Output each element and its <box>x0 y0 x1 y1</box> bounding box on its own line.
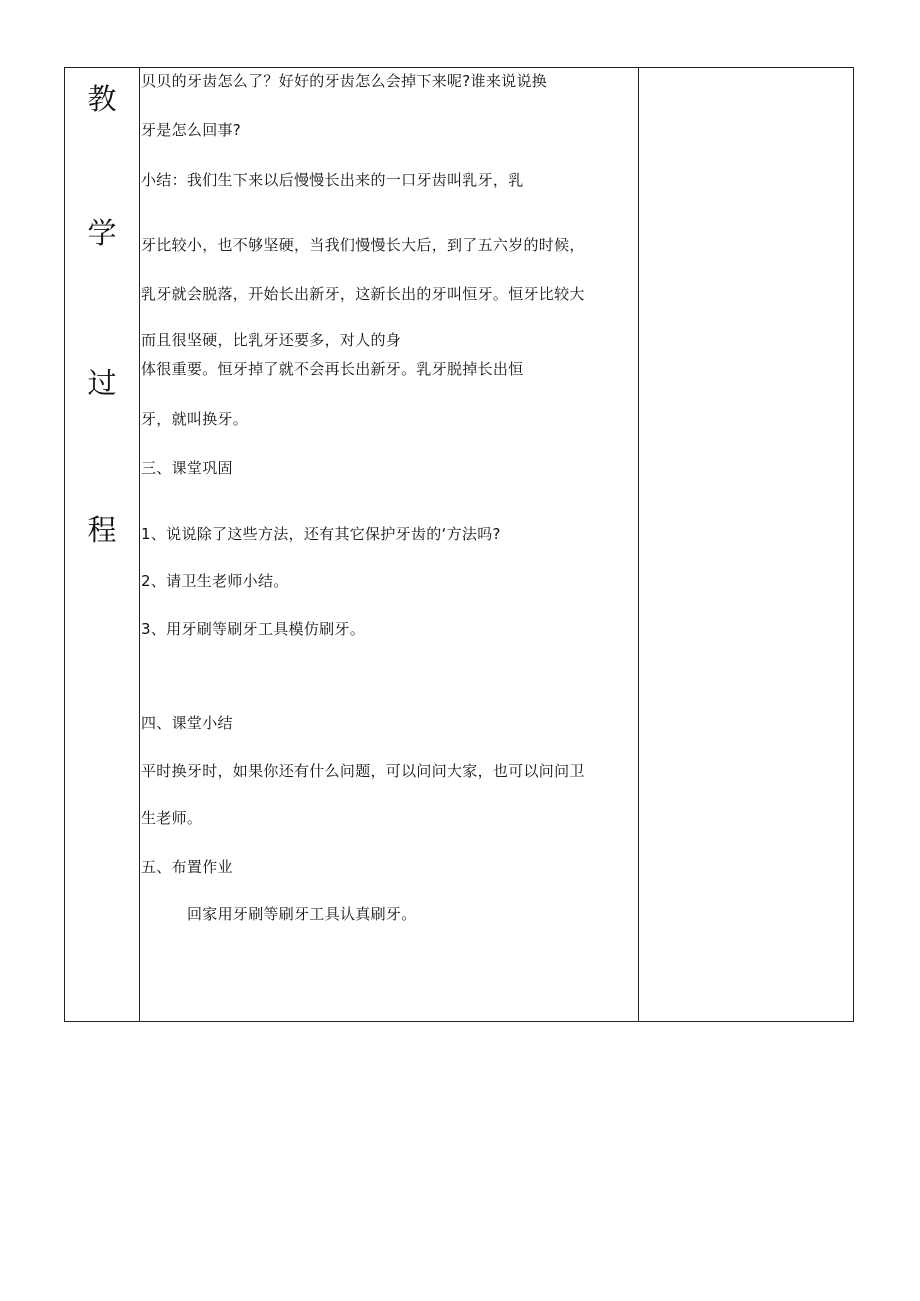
list-item: 3、用牙刷等刷牙工具模仿刷牙。 <box>141 620 366 638</box>
content-line: 回家用牙刷等刷牙工具认真刷牙。 <box>187 905 417 923</box>
lesson-table <box>64 67 854 1022</box>
content-line: 体很重要。恒牙掉了就不会再长出新牙。乳牙脱掉长出恒 <box>141 360 524 378</box>
content-line: 而且很坚硬，比乳牙还要多，对人的身 <box>141 331 402 349</box>
section-heading: 五、布置作业 <box>141 858 233 876</box>
content-line: 牙是怎么回事? <box>141 121 242 139</box>
content-line: 小结：我们生下来以后慢慢长出来的一口牙齿叫乳牙，乳 <box>141 171 524 189</box>
section-heading: 三、课堂巩固 <box>141 459 233 477</box>
section-heading: 四、课堂小结 <box>141 714 233 732</box>
content-line: 贝贝的牙齿怎么了？好好的牙齿怎么会掉下来呢?谁来说说换 <box>141 72 548 90</box>
content-line: 牙，就叫换牙。 <box>141 410 249 428</box>
list-item: 1、说说除了这些方法，还有其它保护牙齿的‘方法吗? <box>141 525 501 543</box>
list-item: 2、请卫生老师小结。 <box>141 572 289 590</box>
content-line: 牙比较小，也不够坚硬，当我们慢慢长大后，到了五六岁的时候， <box>141 236 585 254</box>
content-line: 生老师。 <box>141 809 203 827</box>
column-divider-right <box>638 68 639 1021</box>
side-label-char-3: 过 <box>87 366 117 400</box>
side-label-char-4: 程 <box>87 513 117 547</box>
content-line: 乳牙就会脱落，开始长出新牙，这新长出的牙叫恒牙。恒牙比较大 <box>141 285 585 303</box>
side-label-char-1: 教 <box>87 82 117 116</box>
side-label-char-2: 学 <box>87 216 117 250</box>
content-line: 平时换牙时，如果你还有什么问题，可以问问大家，也可以问问卫 <box>141 762 585 780</box>
column-divider-left <box>139 68 140 1021</box>
